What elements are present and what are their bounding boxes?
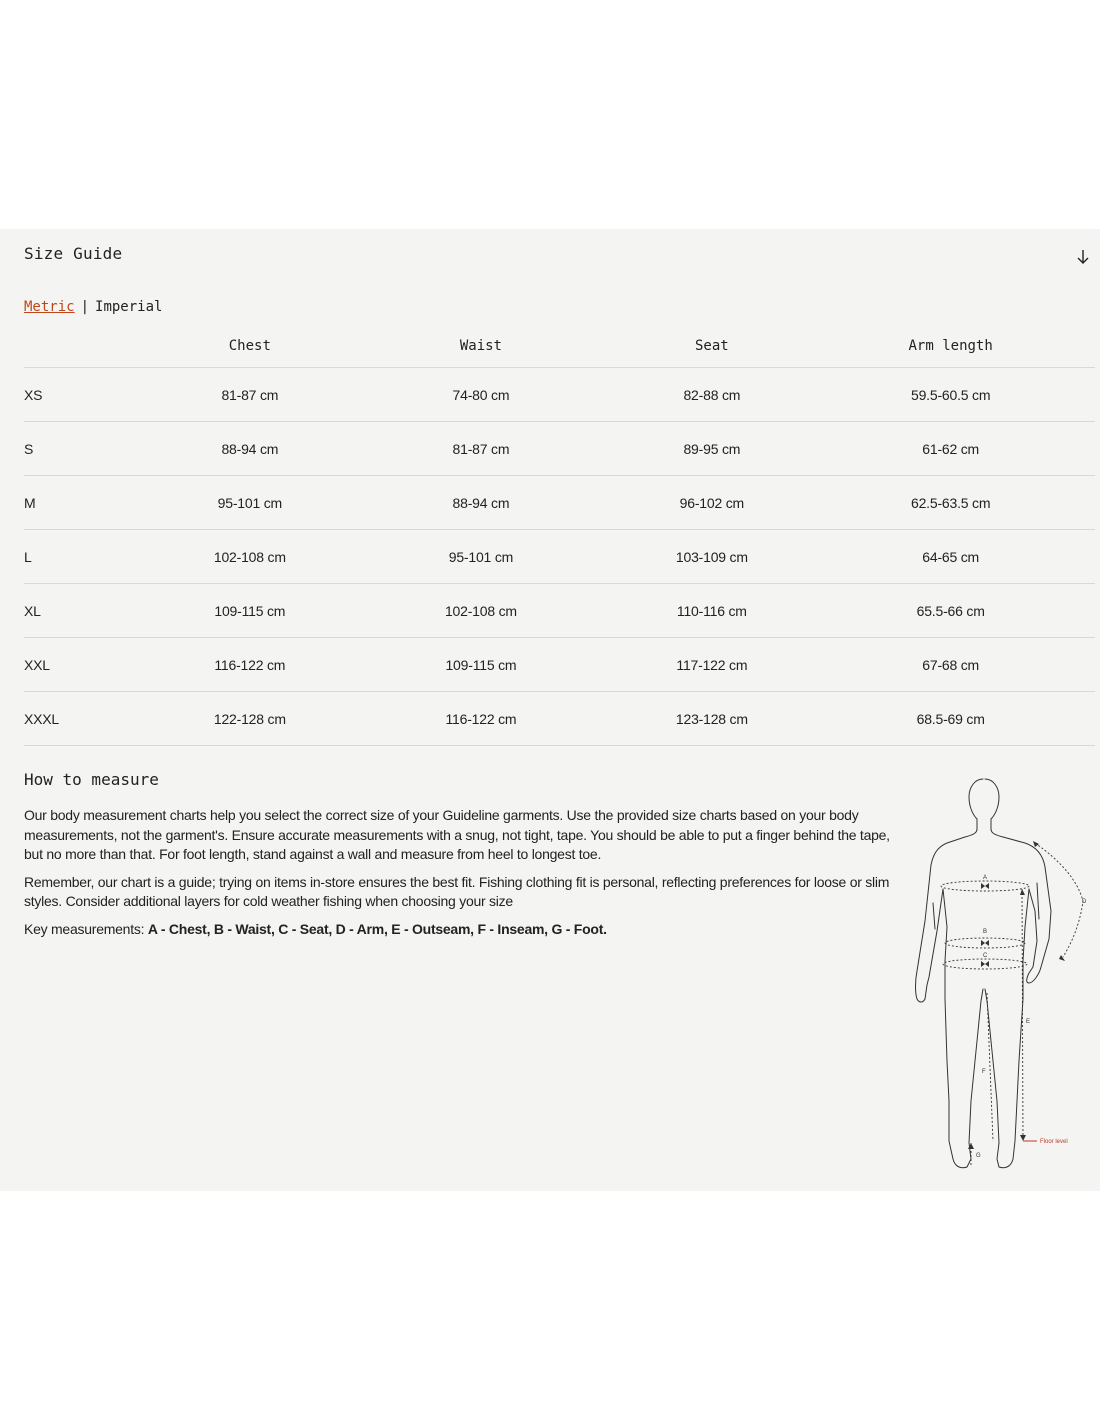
waist-cell: 74-80 cm: [344, 368, 617, 422]
waist-cell: 95-101 cm: [344, 530, 617, 584]
arm-length-cell: 65.5-66 cm: [806, 584, 1095, 638]
chest-cell: 116-122 cm: [155, 638, 344, 692]
chest-cell: 81-87 cm: [155, 368, 344, 422]
svg-text:Floor level: Floor level: [1040, 1139, 1068, 1145]
table-row: [24, 584, 1095, 638]
table-row: [24, 422, 1095, 476]
svg-text:G: G: [976, 1153, 981, 1159]
unit-separator: |: [80, 299, 90, 315]
waist-cell: 88-94 cm: [344, 476, 617, 530]
table-row: [24, 368, 1095, 422]
body-measurement-figure: [905, 771, 1095, 1176]
figure-labels: [976, 875, 1087, 1159]
key-measurements-values: A - Chest, B - Waist, C - Seat, D - Arm, E - Outseam, F - Inseam, G - Foot.: [147, 920, 607, 937]
svg-text:F: F: [982, 1069, 986, 1075]
how-to-measure-text: [24, 806, 894, 947]
svg-text:A: A: [983, 875, 988, 881]
size-label: XXL: [24, 638, 155, 692]
seat-cell: 89-95 cm: [617, 422, 806, 476]
chest-cell: 88-94 cm: [155, 422, 344, 476]
seat-cell: 110-116 cm: [617, 584, 806, 638]
measure-paragraph-2: Remember, our chart is a guide; trying on items in-store ensures the best fit. Fishing clothing fit is personal, reflecting preferences for loose or slim styles. Consider additional layers for cold weather fishing when choosing your size: [24, 873, 890, 909]
arm-length-cell: 61-62 cm: [806, 422, 1095, 476]
svg-text:C: C: [983, 953, 988, 959]
svg-text:B: B: [983, 929, 988, 935]
imperial-toggle[interactable]: Imperial: [95, 299, 163, 315]
arm-length-column-header: Arm length: [806, 325, 1095, 368]
table-row: [24, 638, 1095, 692]
size-table: [24, 325, 1095, 746]
size-label: XXXL: [24, 692, 155, 746]
seat-cell: 117-122 cm: [617, 638, 806, 692]
waist-cell: 102-108 cm: [344, 584, 617, 638]
table-header-row: [24, 325, 1095, 368]
arm-length-cell: 62.5-63.5 cm: [806, 476, 1095, 530]
table-row: [24, 692, 1095, 746]
waist-cell: 81-87 cm: [344, 422, 617, 476]
arm-length-cell: 64-65 cm: [806, 530, 1095, 584]
waist-cell: 109-115 cm: [344, 638, 617, 692]
chest-cell: 95-101 cm: [155, 476, 344, 530]
table-row: [24, 476, 1095, 530]
table-row: [24, 530, 1095, 584]
size-guide-title: Size Guide: [24, 244, 123, 263]
arm-length-cell: 67-68 cm: [806, 638, 1095, 692]
key-measurements-prefix: Key measurements:: [24, 920, 148, 937]
how-to-measure-title: How to measure: [24, 770, 159, 789]
arm-length-cell: 68.5-69 cm: [806, 692, 1095, 746]
svg-text:D: D: [1082, 899, 1087, 905]
waist-column-header: Waist: [344, 325, 617, 368]
measure-paragraph-1: Our body measurement charts help you select the correct size of your Guideline garments. Use the provided size charts based on your body measurements, not the garment's. Ensure accurate measurements with a snug, not tight, tape. You should be able to put a finger behind the tape, but no more than that. For foot length, stand against a wall and measure from heel to longest toe.: [24, 807, 890, 862]
seat-cell: 123-128 cm: [617, 692, 806, 746]
size-label: XL: [24, 584, 155, 638]
size-guide-panel: [0, 229, 1100, 1191]
key-measurements: [24, 920, 894, 940]
size-label: S: [24, 422, 155, 476]
svg-text:E: E: [1026, 1019, 1031, 1025]
arm-length-cell: 59.5-60.5 cm: [806, 368, 1095, 422]
seat-cell: 82-88 cm: [617, 368, 806, 422]
size-label: XS: [24, 368, 155, 422]
seat-cell: 103-109 cm: [617, 530, 806, 584]
seat-column-header: Seat: [617, 325, 806, 368]
chest-cell: 122-128 cm: [155, 692, 344, 746]
measurement-lines: [941, 843, 1083, 1167]
seat-cell: 96-102 cm: [617, 476, 806, 530]
waist-cell: 116-122 cm: [344, 692, 617, 746]
chest-cell: 109-115 cm: [155, 584, 344, 638]
body-outline-icon: [916, 779, 1052, 1168]
chest-cell: 102-108 cm: [155, 530, 344, 584]
chest-column-header: Chest: [155, 325, 344, 368]
size-label: L: [24, 530, 155, 584]
size-column-header: [24, 325, 155, 368]
arrow-down-icon[interactable]: [1074, 247, 1092, 267]
metric-toggle[interactable]: Metric: [24, 299, 75, 315]
unit-switch: [24, 299, 162, 315]
size-label: M: [24, 476, 155, 530]
